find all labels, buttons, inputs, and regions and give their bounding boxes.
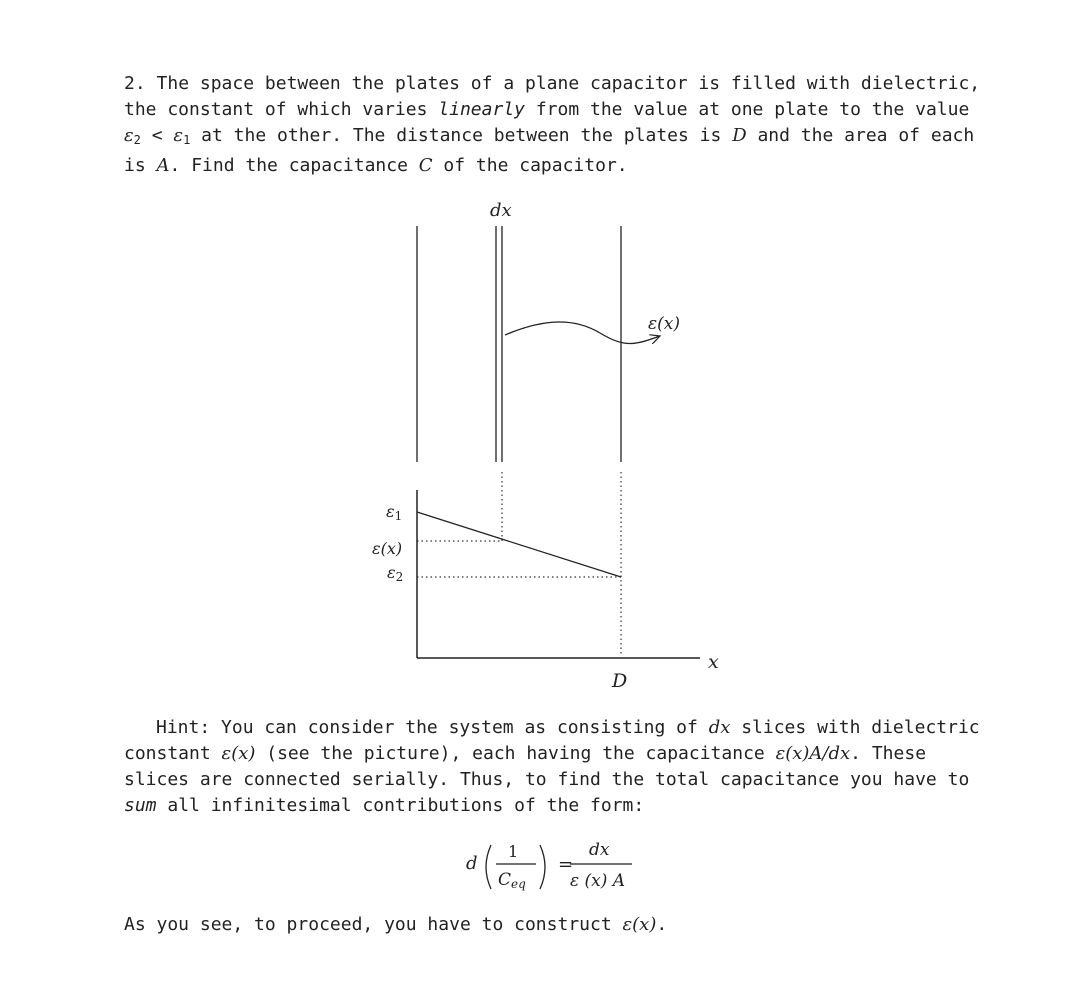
subscript: 1 (394, 509, 403, 523)
problem-text: is (124, 155, 157, 176)
epsilon-x-label: ε(x) (648, 314, 680, 334)
hint-line-2 (124, 741, 980, 767)
eq-left-paren (486, 845, 491, 889)
problem-text: The space between the plates of a plane capacitor is filled with dielectric, (156, 73, 981, 94)
closing-text: As you see, to proceed, you have to construct (124, 914, 623, 935)
hint-text: all infinitesimal contributions of the form: (156, 795, 645, 816)
x-axis-label: x (708, 651, 719, 673)
eq-differential-d: d (466, 853, 478, 874)
closing-text: . (656, 914, 668, 935)
epsilon-1-axis-label (386, 502, 402, 523)
problem-number: 2. (124, 73, 146, 94)
eq-denominator: ε (x) A (570, 871, 626, 891)
epsilon-symbol: ε (386, 502, 395, 521)
hint-paragraph (124, 715, 980, 819)
hint-text: (see the picture), each having the capacitance (255, 743, 776, 764)
subscript: eq (511, 877, 526, 891)
math-A: A (156, 155, 170, 176)
eq-C-eq (498, 870, 526, 891)
emphasis-sum: sum (124, 795, 157, 816)
hint-text: constant (124, 743, 222, 764)
eq-numerator-one: 1 (508, 842, 519, 861)
hint-text: . These (850, 743, 927, 764)
hint-line-4 (124, 793, 980, 819)
hint-text: slices are connected serially. Thus, to find the total capacitance you have to (124, 769, 970, 790)
epsilon-linear-graph (417, 512, 621, 577)
problem-text: . Find the capacitance (169, 155, 419, 176)
math-dx: dx (708, 717, 731, 738)
problem-text: and the area of each (746, 125, 975, 146)
subscript: 2 (133, 133, 141, 147)
math-D: D (732, 125, 747, 146)
hint-text: Hint: You can consider the system as consisting of (156, 717, 709, 738)
eq-equals: = (558, 854, 574, 875)
hint-text: slices with dielectric (730, 717, 980, 738)
math-epsilon-x: ε(x) (221, 743, 256, 764)
display-equation (460, 836, 660, 896)
math-less-than: < (140, 125, 174, 146)
epsilon-x-axis-label: ε(x) (372, 539, 403, 558)
problem-text: from the value at one plate to the value (524, 99, 970, 120)
problem-text: of the capacitor. (432, 155, 628, 176)
eq-right-paren (540, 845, 545, 889)
math-C: C (418, 155, 433, 176)
math-epsilon-x: ε(x) (622, 914, 657, 935)
math-epsilon-2: ε (124, 125, 134, 146)
emphasis-linearly: linearly (438, 99, 525, 120)
subscript: 1 (183, 133, 191, 147)
eq-C: C (498, 870, 512, 890)
epsilon-arrow (505, 322, 660, 344)
D-label: D (612, 670, 628, 692)
closing-line (124, 912, 667, 938)
dx-label: dx (490, 200, 512, 221)
subscript: 2 (395, 570, 404, 584)
epsilon-2-axis-label (387, 563, 403, 584)
hint-line-1 (124, 715, 980, 741)
hint-line-3 (124, 767, 980, 793)
math-capacitance-expr: ε(x)A/dx (775, 743, 851, 764)
math-epsilon-1: ε (173, 125, 184, 146)
problem-text: the constant of which varies (124, 99, 439, 120)
eq-numerator-dx: dx (589, 840, 610, 860)
problem-text: at the other. The distance between the plates is (190, 125, 733, 146)
epsilon-symbol: ε (387, 563, 396, 582)
